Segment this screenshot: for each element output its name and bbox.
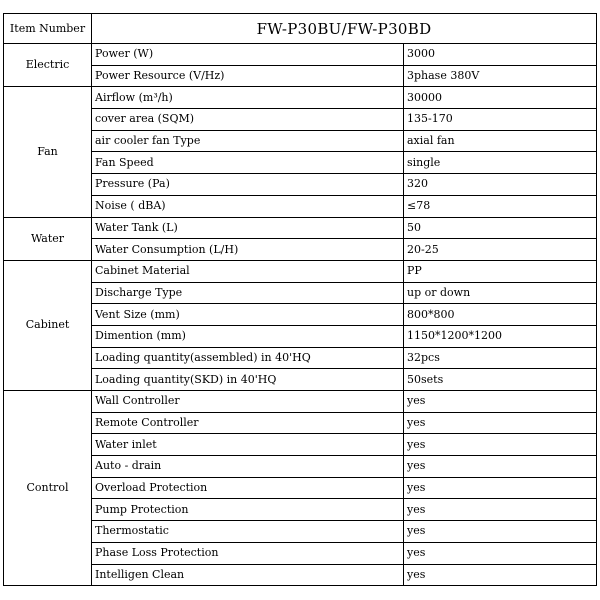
spec-label: Discharge Type — [92, 282, 404, 304]
spec-row — [4, 456, 597, 478]
header-row — [4, 14, 597, 44]
spec-value: yes — [404, 542, 597, 564]
spec-label: Loading quantity(SKD) in 40'HQ — [92, 369, 404, 391]
spec-label: Intelligen Clean — [92, 564, 404, 586]
spec-label: Power Resource (V/Hz) — [92, 65, 404, 87]
spec-label: Phase Loss Protection — [92, 542, 404, 564]
model-number: FW-P30BU/FW-P30BD — [92, 14, 597, 44]
spec-row — [4, 282, 597, 304]
spec-value: 3000 — [404, 44, 597, 66]
spec-row — [4, 130, 597, 152]
spec-label: Airflow (m³/h) — [92, 87, 404, 109]
category-cabinet: Cabinet — [4, 260, 92, 390]
spec-label: Vent Size (mm) — [92, 304, 404, 326]
spec-row — [4, 174, 597, 196]
spec-row — [4, 564, 597, 586]
spec-label: Wall Controller — [92, 391, 404, 413]
spec-value: 3phase 380V — [404, 65, 597, 87]
spec-label: Dimention (mm) — [92, 325, 404, 347]
spec-label: Water Tank (L) — [92, 217, 404, 239]
spec-label: Water inlet — [92, 434, 404, 456]
spec-label: cover area (SQM) — [92, 109, 404, 131]
spec-row — [4, 260, 597, 282]
spec-row — [4, 87, 597, 109]
spec-row — [4, 521, 597, 543]
spec-value: 30000 — [404, 87, 597, 109]
spec-value: ≤78 — [404, 195, 597, 217]
category-control: Control — [4, 391, 92, 586]
spec-row — [4, 44, 597, 66]
spec-label: Overload Protection — [92, 477, 404, 499]
spec-value: 135-170 — [404, 109, 597, 131]
spec-value: 800*800 — [404, 304, 597, 326]
spec-label: Noise ( dBA) — [92, 195, 404, 217]
spec-row — [4, 477, 597, 499]
spec-value: single — [404, 152, 597, 174]
spec-value: yes — [404, 434, 597, 456]
spec-label: Power (W) — [92, 44, 404, 66]
spec-row — [4, 304, 597, 326]
spec-row — [4, 499, 597, 521]
spec-value: yes — [404, 521, 597, 543]
spec-row — [4, 412, 597, 434]
spec-value: 20-25 — [404, 239, 597, 261]
spec-row — [4, 65, 597, 87]
spec-row — [4, 109, 597, 131]
spec-value: PP — [404, 260, 597, 282]
spec-row — [4, 434, 597, 456]
spec-label: air cooler fan Type — [92, 130, 404, 152]
spec-value: 32pcs — [404, 347, 597, 369]
category-electric: Electric — [4, 44, 92, 87]
spec-value: yes — [404, 477, 597, 499]
spec-value: 320 — [404, 174, 597, 196]
spec-label: Thermostatic — [92, 521, 404, 543]
spec-value: 50 — [404, 217, 597, 239]
spec-value: yes — [404, 564, 597, 586]
spec-value: yes — [404, 499, 597, 521]
spec-label: Loading quantity(assembled) in 40'HQ — [92, 347, 404, 369]
spec-label: Auto - drain — [92, 456, 404, 478]
spec-row — [4, 239, 597, 261]
spec-value: yes — [404, 412, 597, 434]
spec-label: Cabinet Material — [92, 260, 404, 282]
spec-label: Fan Speed — [92, 152, 404, 174]
item-number-label: Item Number — [4, 14, 92, 44]
spec-row — [4, 195, 597, 217]
spec-row — [4, 347, 597, 369]
spec-row — [4, 542, 597, 564]
spec-row — [4, 217, 597, 239]
spec-value: 1150*1200*1200 — [404, 325, 597, 347]
category-water: Water — [4, 217, 92, 260]
spec-row — [4, 325, 597, 347]
spec-row — [4, 152, 597, 174]
spec-value: axial fan — [404, 130, 597, 152]
spec-value: yes — [404, 456, 597, 478]
spec-value: yes — [404, 391, 597, 413]
spec-row — [4, 369, 597, 391]
spec-label: Pressure (Pa) — [92, 174, 404, 196]
spec-value: 50sets — [404, 369, 597, 391]
category-fan: Fan — [4, 87, 92, 217]
spec-label: Water Consumption (L/H) — [92, 239, 404, 261]
spec-label: Pump Protection — [92, 499, 404, 521]
spec-value: up or down — [404, 282, 597, 304]
spec-table-body — [4, 14, 597, 586]
spec-table — [3, 13, 597, 586]
spec-row — [4, 391, 597, 413]
spec-label: Remote Controller — [92, 412, 404, 434]
